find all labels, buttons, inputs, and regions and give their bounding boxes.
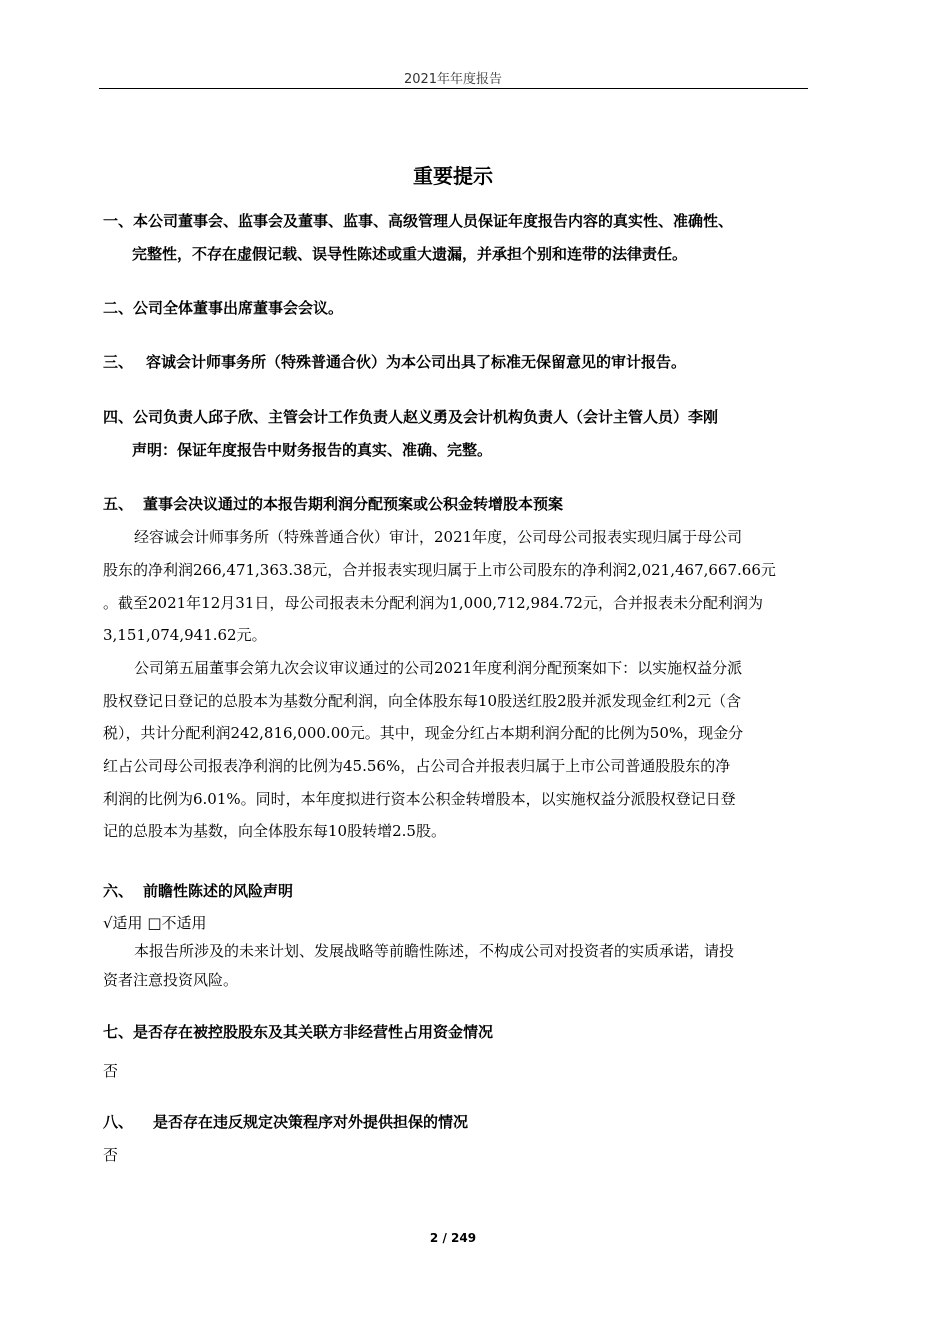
item-1-line-1 [103,210,733,232]
header-rule [99,88,808,89]
item-1-text-1: 本公司董事会、监事会及董事、监事、高级管理人员保证年度报告内容的真实性、准确性、 [133,212,734,230]
item-3-number: 三、 [103,353,134,371]
item-7-heading-text: 是否存在被控股股东及其关联方非经营性占用资金情况 [133,1023,494,1041]
item-4-number: 四、 [103,408,134,426]
item-5-para-2-line-3: 税），共计分配利润242,816,000.00元。其中，现金分红占本期利润分配的比例为50%，现金分 [103,724,744,742]
item-5-para-2-line-5: 利润的比例为6.01%。同时，本年度拟进行资本公积金转增股本，以实施权益分派股权登记日登 [103,790,736,808]
item-5-para-2-line-6: 记的总股本为基数，向全体股东每10股转增2.5股。 [103,822,446,840]
item-8-number: 八、 [103,1113,134,1131]
item-7-answer: 否 [103,1062,119,1080]
item-7-number: 七、 [103,1023,134,1041]
item-2-number: 二、 [103,299,134,317]
item-6-para-line-2: 资者注意投资风险。 [103,971,239,989]
item-5-heading-text: 董事会决议通过的本报告期利润分配预案或公积金转增股本预案 [143,495,564,513]
item-4-line-1 [103,406,718,428]
item-5-para-1-line-3: 。截至2021年12月31日，母公司报表未分配利润为1,000,712,984.72元，合并报表未分配利润为 [103,594,763,612]
item-3 [103,351,686,373]
item-6-heading [103,880,293,902]
item-3-text: 容诚会计师事务所（特殊普通合伙）为本公司出具了标准无保留意见的审计报告。 [146,353,687,371]
item-1-number: 一、 [103,212,134,230]
item-6-number: 六、 [103,882,134,900]
item-1-line-2: 完整性，不存在虚假记载、误导性陈述或重大遗漏，并承担个别和连带的法律责任。 [132,245,688,263]
item-5-number: 五、 [103,495,134,513]
item-2 [103,297,343,319]
item-6-applicability: √适用 □不适用 [103,914,207,932]
item-8-heading-text: 是否存在违反规定决策程序对外提供担保的情况 [153,1113,469,1131]
item-5-para-2-line-1: 公司第五届董事会第九次会议审议通过的公司2021年度利润分配预案如下：以实施权益分派 [134,659,743,677]
page-title: 重要提示 [413,164,493,188]
item-7-heading [103,1021,493,1043]
item-5-para-1-line-4: 3,151,074,941.62元。 [103,626,267,644]
item-5-para-1-line-1: 经容诚会计师事务所（特殊普通合伙）审计，2021年度，公司母公司报表实现归属于母公司 [134,528,743,546]
item-4-line-2: 声明：保证年度报告中财务报告的真实、准确、完整。 [132,441,493,459]
item-5-para-2-line-4: 红占公司母公司报表净利润的比例为45.56%，占公司合并报表归属于上市公司普通股股东的净 [103,757,731,775]
item-5-para-2-line-2: 股权登记日登记的总股本为基数分配利润，向全体股东每10股送红股2股并派发现金红利2元（含 [103,692,742,710]
item-2-text: 公司全体董事出席董事会会议。 [133,299,344,317]
item-8-answer: 否 [103,1146,119,1164]
item-4-text-1: 公司负责人邱子欣、主管会计工作负责人赵义勇及会计机构负责人（会计主管人员）李刚 [133,408,719,426]
running-header: 2021年年度报告 [403,72,503,87]
item-5-para-1-line-2: 股东的净利润266,471,363.38元，合并报表实现归属于上市公司股东的净利润2,021,467,667.66元 [103,561,776,579]
page-number: 2 / 249 [429,1231,477,1245]
item-6-heading-text: 前瞻性陈述的风险声明 [143,882,294,900]
item-6-para-line-1: 本报告所涉及的未来计划、发展战略等前瞻性陈述，不构成公司对投资者的实质承诺，请投 [134,942,735,960]
item-8-heading [103,1111,468,1133]
item-5-heading [103,493,563,515]
